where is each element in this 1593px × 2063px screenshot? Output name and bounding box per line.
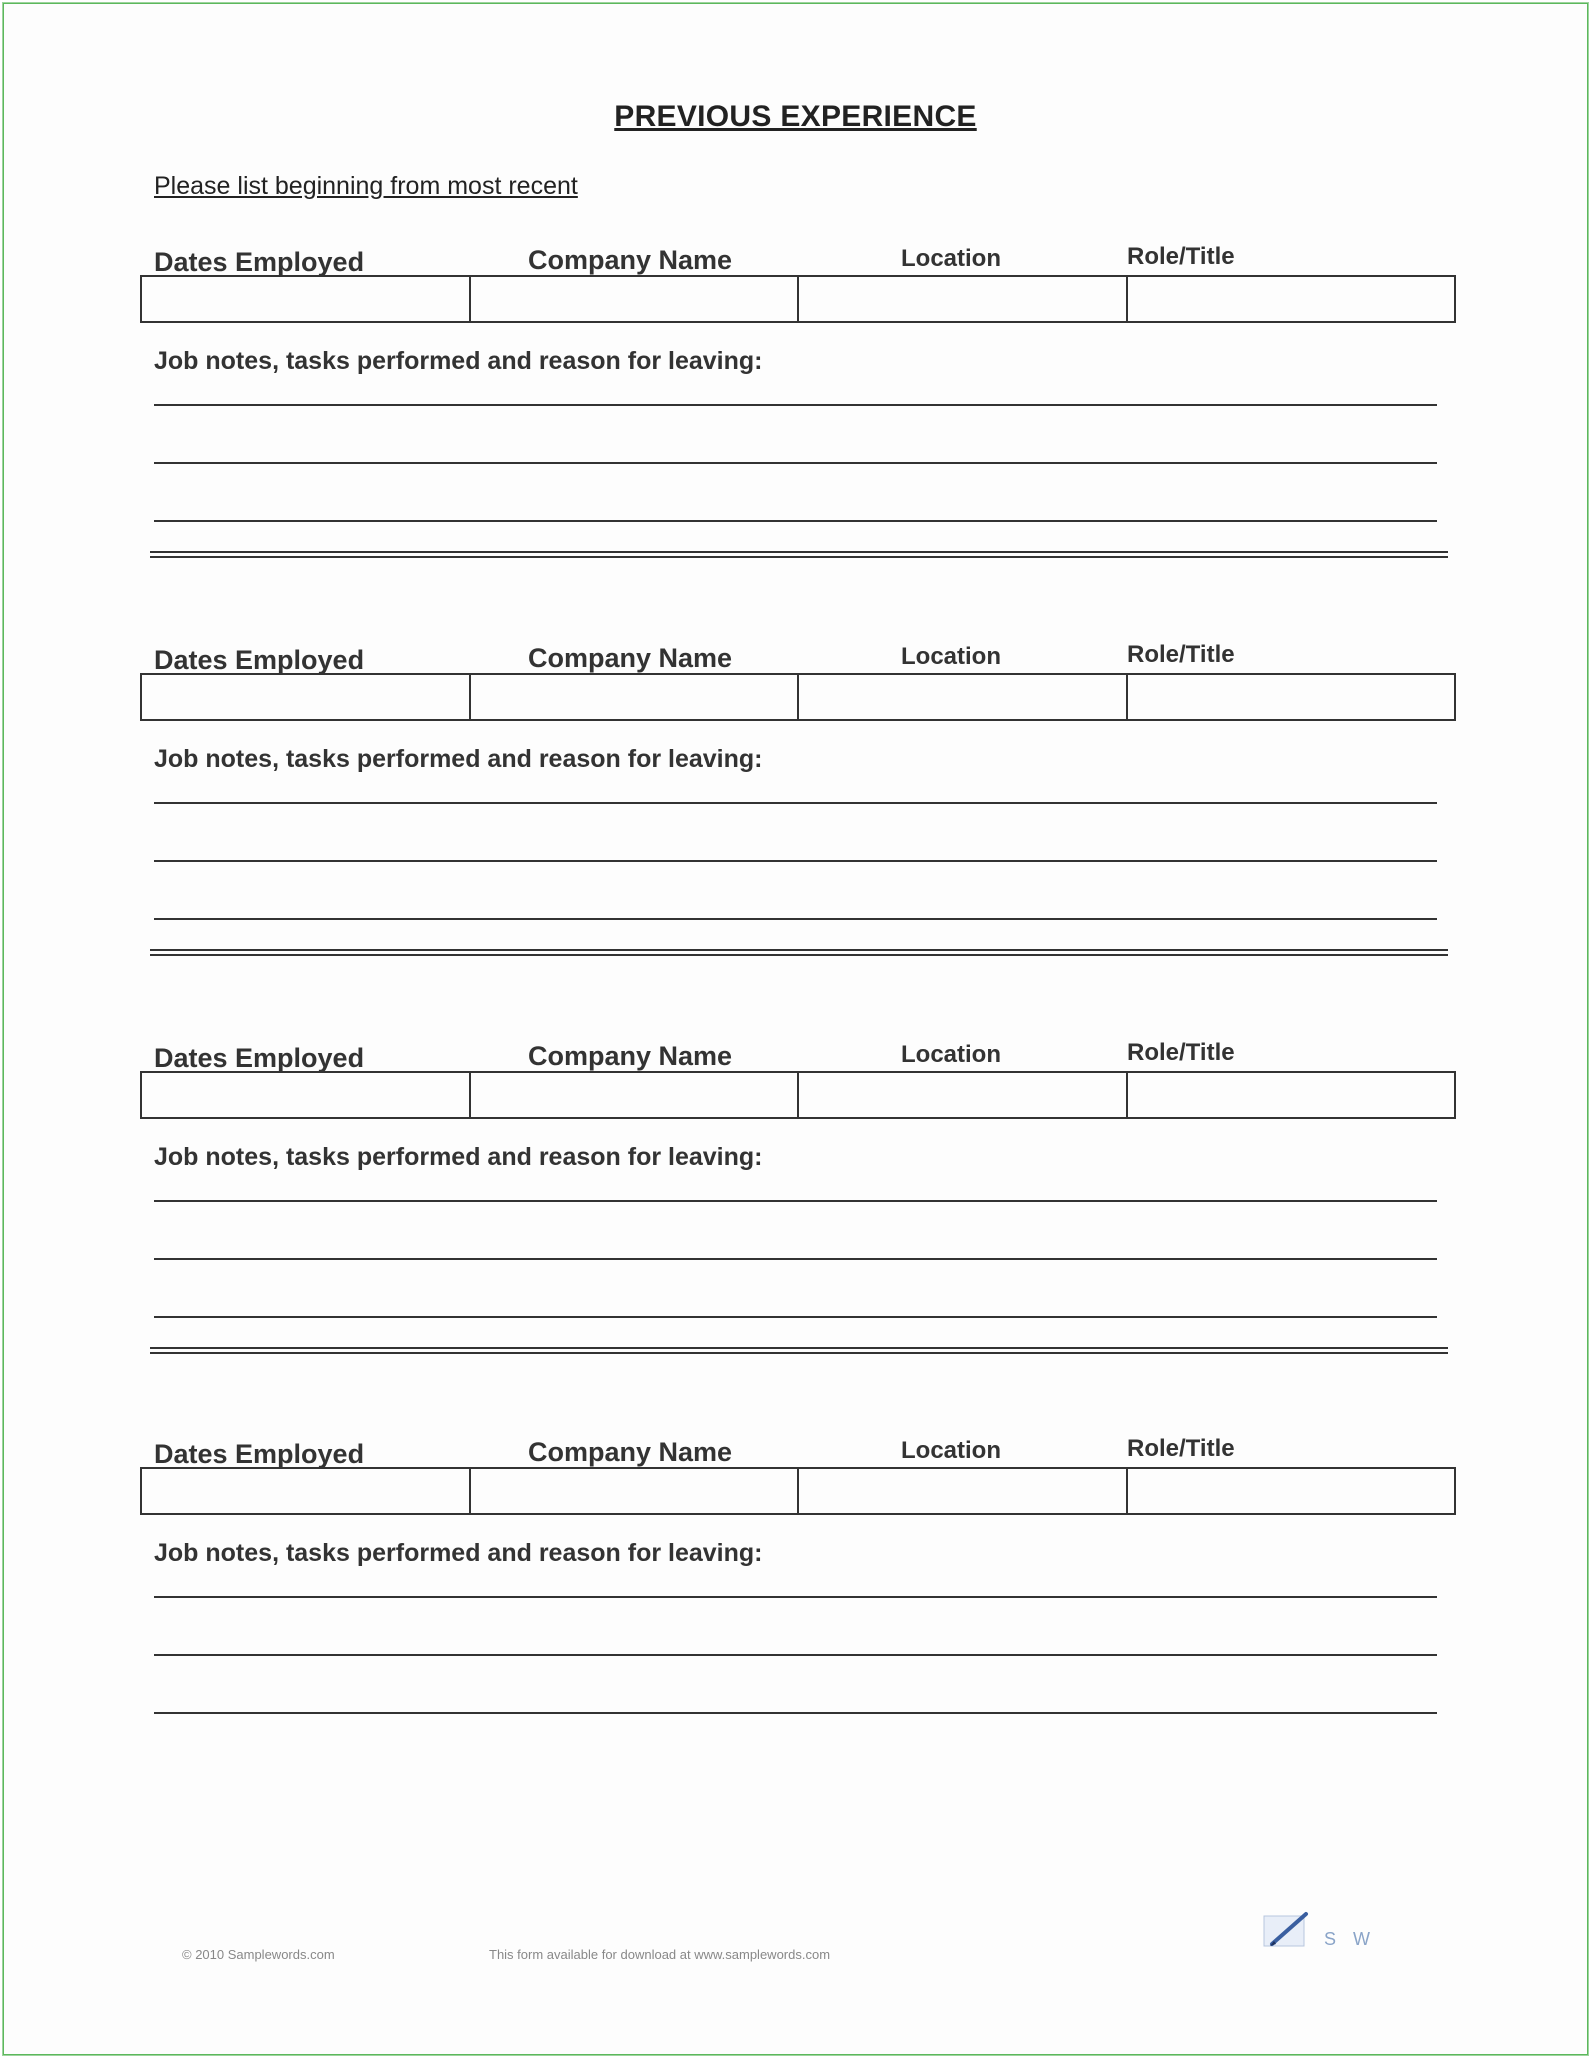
role-title-field[interactable] bbox=[1128, 1073, 1455, 1117]
dates-employed-label: Dates Employed bbox=[154, 247, 365, 277]
section-divider bbox=[150, 949, 1448, 956]
dates-employed-field[interactable] bbox=[142, 675, 471, 719]
role-title-label: Role/Title bbox=[1127, 641, 1235, 668]
employment-row bbox=[140, 275, 1456, 323]
dates-employed-field[interactable] bbox=[142, 277, 471, 321]
dates-employed-field[interactable] bbox=[142, 1073, 471, 1117]
section-divider bbox=[150, 551, 1448, 558]
company-name-field[interactable] bbox=[471, 675, 800, 719]
experience-section-2 bbox=[4, 641, 1587, 1045]
job-notes-label: Job notes, tasks performed and reason for leaving: bbox=[154, 1143, 763, 1171]
footer-copyright: © 2010 Samplewords.com bbox=[182, 1947, 335, 1962]
notes-line[interactable] bbox=[154, 860, 1437, 862]
notes-line[interactable] bbox=[154, 462, 1437, 464]
company-name-field[interactable] bbox=[471, 1469, 800, 1513]
form-page bbox=[3, 3, 1588, 2055]
notes-line[interactable] bbox=[154, 802, 1437, 804]
company-name-label: Company Name bbox=[528, 1437, 733, 1467]
experience-section-4 bbox=[4, 1435, 1587, 1839]
employment-row bbox=[140, 1071, 1456, 1119]
notes-line[interactable] bbox=[154, 1712, 1437, 1714]
job-notes-label: Job notes, tasks performed and reason for leaving: bbox=[154, 347, 763, 375]
notes-line[interactable] bbox=[154, 918, 1437, 920]
location-label: Location bbox=[901, 1437, 1001, 1464]
notes-line[interactable] bbox=[154, 1258, 1437, 1260]
notes-line[interactable] bbox=[154, 1316, 1437, 1318]
location-field[interactable] bbox=[799, 277, 1128, 321]
notes-line[interactable] bbox=[154, 1654, 1437, 1656]
page-subtitle: Please list beginning from most recent bbox=[154, 172, 578, 200]
employment-row bbox=[140, 673, 1456, 721]
experience-section-3 bbox=[4, 1039, 1587, 1443]
location-field[interactable] bbox=[799, 1469, 1128, 1513]
company-name-field[interactable] bbox=[471, 1073, 800, 1117]
dates-employed-field[interactable] bbox=[142, 1469, 471, 1513]
footer-download-note: This form available for download at www.samplewords.com bbox=[489, 1947, 831, 1962]
notes-line[interactable] bbox=[154, 520, 1437, 522]
role-title-label: Role/Title bbox=[1127, 243, 1235, 270]
page-title: PREVIOUS EXPERIENCE bbox=[614, 100, 977, 133]
location-label: Location bbox=[901, 643, 1001, 670]
role-title-label: Role/Title bbox=[1127, 1435, 1235, 1462]
employment-row bbox=[140, 1467, 1456, 1515]
job-notes-label: Job notes, tasks performed and reason for leaving: bbox=[154, 745, 763, 773]
dates-employed-label: Dates Employed bbox=[154, 645, 365, 675]
brand-mark: S W bbox=[1324, 1929, 1376, 1949]
notes-line[interactable] bbox=[154, 1596, 1437, 1598]
role-title-label: Role/Title bbox=[1127, 1039, 1235, 1066]
location-label: Location bbox=[901, 1041, 1001, 1068]
dates-employed-label: Dates Employed bbox=[154, 1439, 365, 1469]
notes-line[interactable] bbox=[154, 1200, 1437, 1202]
company-name-field[interactable] bbox=[471, 277, 800, 321]
company-name-label: Company Name bbox=[528, 1041, 733, 1071]
location-label: Location bbox=[901, 245, 1001, 272]
company-name-label: Company Name bbox=[528, 643, 733, 673]
location-field[interactable] bbox=[799, 1073, 1128, 1117]
role-title-field[interactable] bbox=[1128, 675, 1455, 719]
job-notes-label: Job notes, tasks performed and reason for leaving: bbox=[154, 1539, 763, 1567]
location-field[interactable] bbox=[799, 675, 1128, 719]
experience-section-1 bbox=[4, 243, 1587, 647]
role-title-field[interactable] bbox=[1128, 1469, 1455, 1513]
notes-line[interactable] bbox=[154, 404, 1437, 406]
pen-icon bbox=[1260, 1910, 1320, 1950]
section-divider bbox=[150, 1347, 1448, 1354]
role-title-field[interactable] bbox=[1128, 277, 1455, 321]
company-name-label: Company Name bbox=[528, 245, 733, 275]
dates-employed-label: Dates Employed bbox=[154, 1043, 365, 1073]
